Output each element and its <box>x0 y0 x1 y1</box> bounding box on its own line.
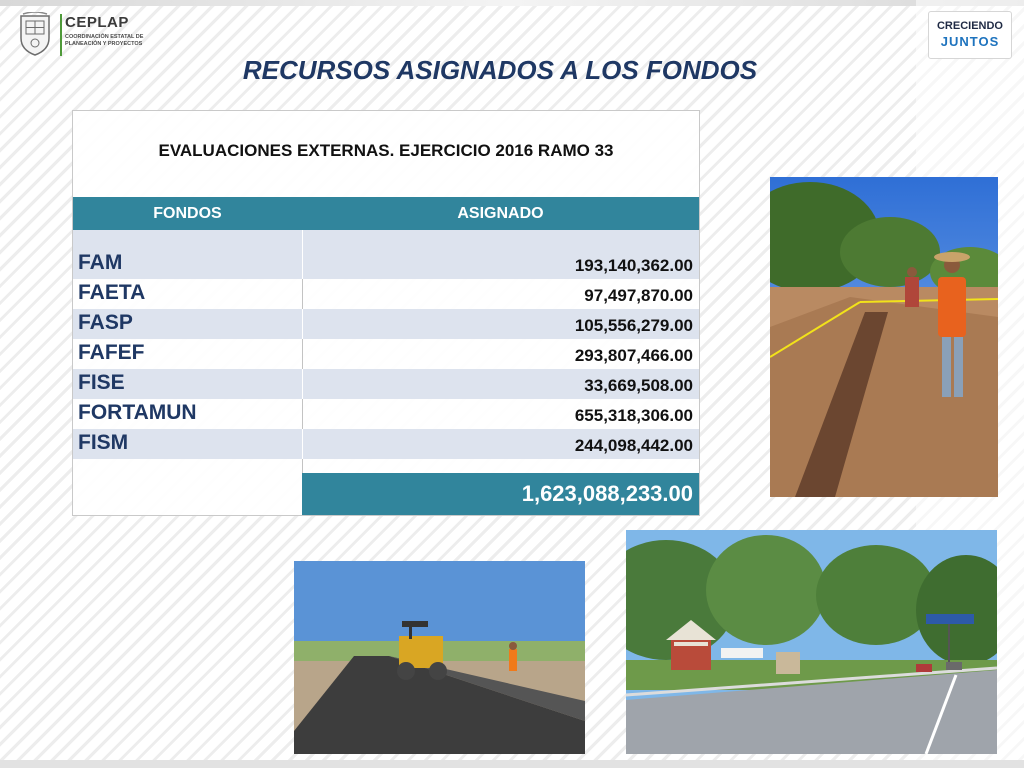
photo-plaza-kiosk <box>626 530 997 754</box>
fund-name: FISE <box>78 371 125 394</box>
fund-amount: 193,140,362.00 <box>574 256 693 275</box>
total-amount: 1,623,088,233.00 <box>521 481 693 506</box>
table-caption: EVALUACIONES EXTERNAS. EJERCICIO 2016 RAMO 33 <box>158 141 614 160</box>
fund-amount: 293,807,466.00 <box>574 346 693 365</box>
juntos-text: JUNTOS <box>940 34 1000 49</box>
table-row <box>73 249 699 279</box>
fund-amount: 97,497,870.00 <box>584 286 693 305</box>
ceplap-subtitle: COORDINACIÓN ESTATAL DE PLANEACIÓN Y PROYECTOS <box>65 34 144 47</box>
fund-amount: 33,669,508.00 <box>584 376 693 395</box>
fund-name: FAETA <box>78 281 146 304</box>
creciendo-juntos-logo <box>928 11 1012 59</box>
fund-name: FAM <box>78 251 123 274</box>
header-fondos: FONDOS <box>153 205 222 222</box>
fund-name: FISM <box>78 431 129 454</box>
ceplap-name: CEPLAP <box>65 14 129 31</box>
table-row <box>73 399 699 429</box>
top-border <box>0 0 1024 6</box>
table-row <box>73 369 699 399</box>
photo-trench-construction <box>770 177 998 497</box>
table-row <box>73 429 699 459</box>
table-row <box>73 339 699 369</box>
table-row <box>73 309 699 339</box>
fund-name: FORTAMUN <box>78 401 197 424</box>
fund-amount: 105,556,279.00 <box>574 316 693 335</box>
logo-separator <box>60 14 62 56</box>
fund-name: FASP <box>78 311 133 334</box>
table-header <box>73 197 699 230</box>
fund-name: FAFEF <box>78 341 145 364</box>
state-seal-icon <box>18 12 52 56</box>
total-cell <box>302 473 699 515</box>
header-asignado: ASIGNADO <box>457 205 544 222</box>
table-row <box>73 279 699 309</box>
photo-road-paving <box>294 561 585 754</box>
creciendo-text: CRECIENDO <box>936 20 1003 32</box>
fund-amount: 655,318,306.00 <box>574 406 693 425</box>
page-title: RECURSOS ASIGNADOS A LOS FONDOS <box>242 55 758 85</box>
bottom-border <box>0 760 1024 768</box>
funds-table <box>72 110 700 516</box>
spacer-row <box>73 459 699 473</box>
fund-amount: 244,098,442.00 <box>574 436 693 455</box>
spacer-row <box>73 230 699 249</box>
